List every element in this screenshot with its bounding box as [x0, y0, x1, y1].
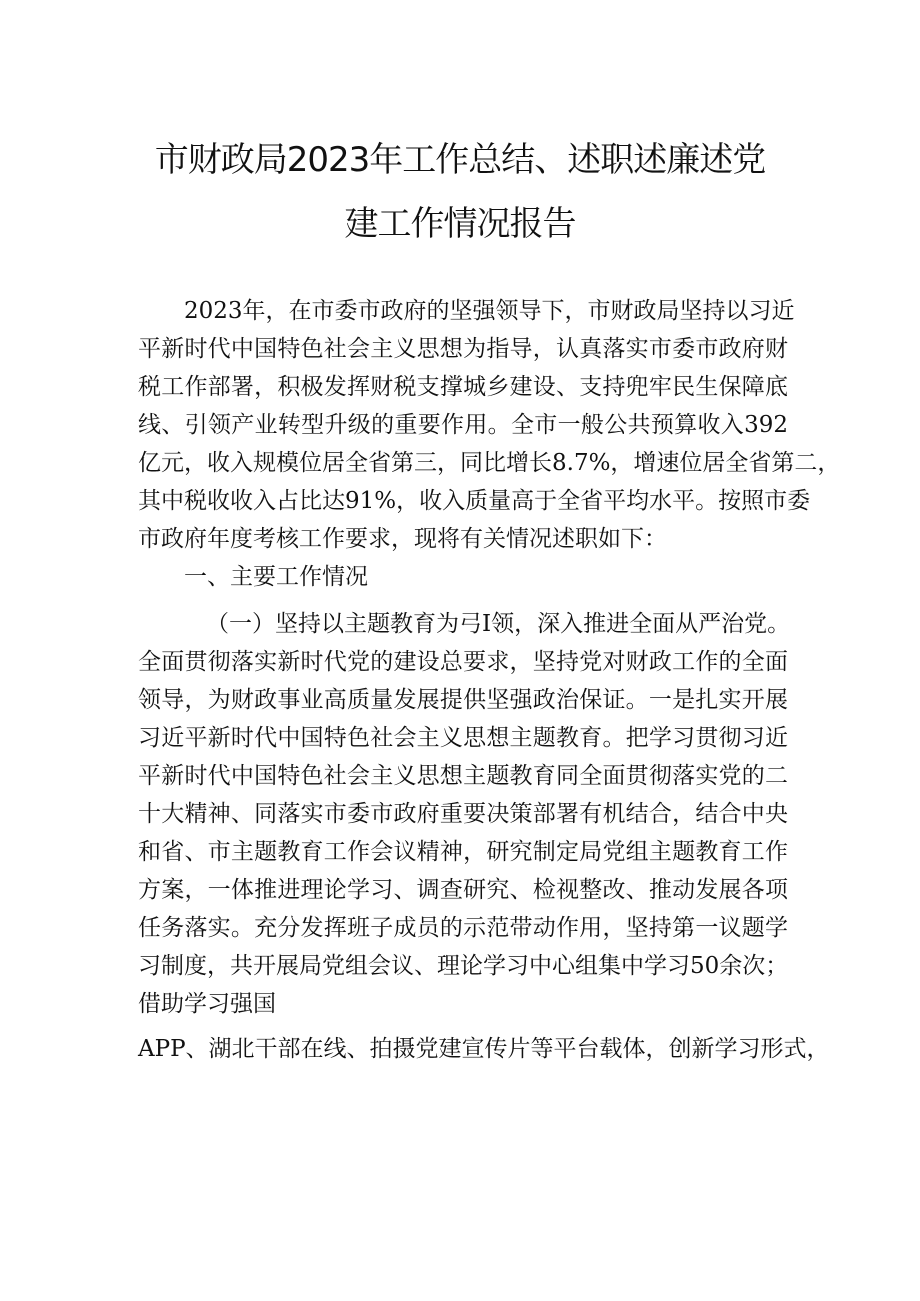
section-heading: 一、主要工作情况	[184, 564, 368, 590]
subsection-heading: （一）坚持以主题教育为弓I领，深入推进全面从严治党。	[206, 611, 791, 637]
paragraph-line: 习制度，共开展局党组会议、理论学习中心组集中学习50余次；	[138, 953, 789, 979]
paragraph-line: 任务落实。充分发挥班子成员的示范带动作用，坚持第一议题学	[138, 915, 788, 941]
paragraph-line: 习近平新时代中国特色社会主义思想主题教育。把学习贯彻习近	[138, 725, 788, 751]
paragraph-line: 借助学习强国	[138, 991, 276, 1017]
paragraph-line: 其中税收收入占比达91%，收入质量高于全省平均水平。按照市委	[138, 488, 811, 514]
paragraph-line: APP、湖北干部在线、拍摄党建宣传片等平台载体，创新学习形式，	[138, 1036, 830, 1062]
paragraph-line: 十大精神、同落实市委市政府重要决策部署有机结合，结合中央	[138, 801, 788, 827]
paragraph-line: 税工作部署，积极发挥财税支撑城乡建设、支持兜牢民生保障底	[138, 374, 788, 400]
paragraph-line: 领导，为财政事业高质量发展提供坚强政治保证。一是扎实开展	[138, 687, 788, 713]
paragraph-line: 2023年，在市委市政府的坚强领导下，市财政局坚持以习近	[184, 298, 795, 324]
paragraph-line: 和省、市主题教育工作会议精神，研究制定局党组主题教育工作	[138, 839, 788, 865]
paragraph-line: 全面贯彻落实新时代党的建设总要求，坚持党对财政工作的全面	[138, 649, 788, 675]
paragraph-line: 平新时代中国特色社会主义思想主题教育同全面贯彻落实党的二	[138, 763, 788, 789]
paragraph-line: 平新时代中国特色社会主义思想为指导，认真落实市委市政府财	[138, 336, 788, 362]
document-title-line-1: 市财政局2023年工作总结、述职述廉述党	[154, 140, 766, 180]
paragraph-line: 线、引领产业转型升级的重要作用。全市一般公共预算收入392	[138, 412, 788, 438]
paragraph-line: 市政府年度考核工作要求，现将有关情况述职如下：	[138, 526, 667, 552]
paragraph-line: 亿元，收入规模位居全省第三，同比增长8.7%，增速位居全省第二，	[138, 450, 841, 476]
paragraph-line: 方案，一体推进理论学习、调查研究、检视整改、推动发展各项	[138, 877, 788, 903]
document-title-line-2: 建工作情况报告	[344, 204, 576, 244]
